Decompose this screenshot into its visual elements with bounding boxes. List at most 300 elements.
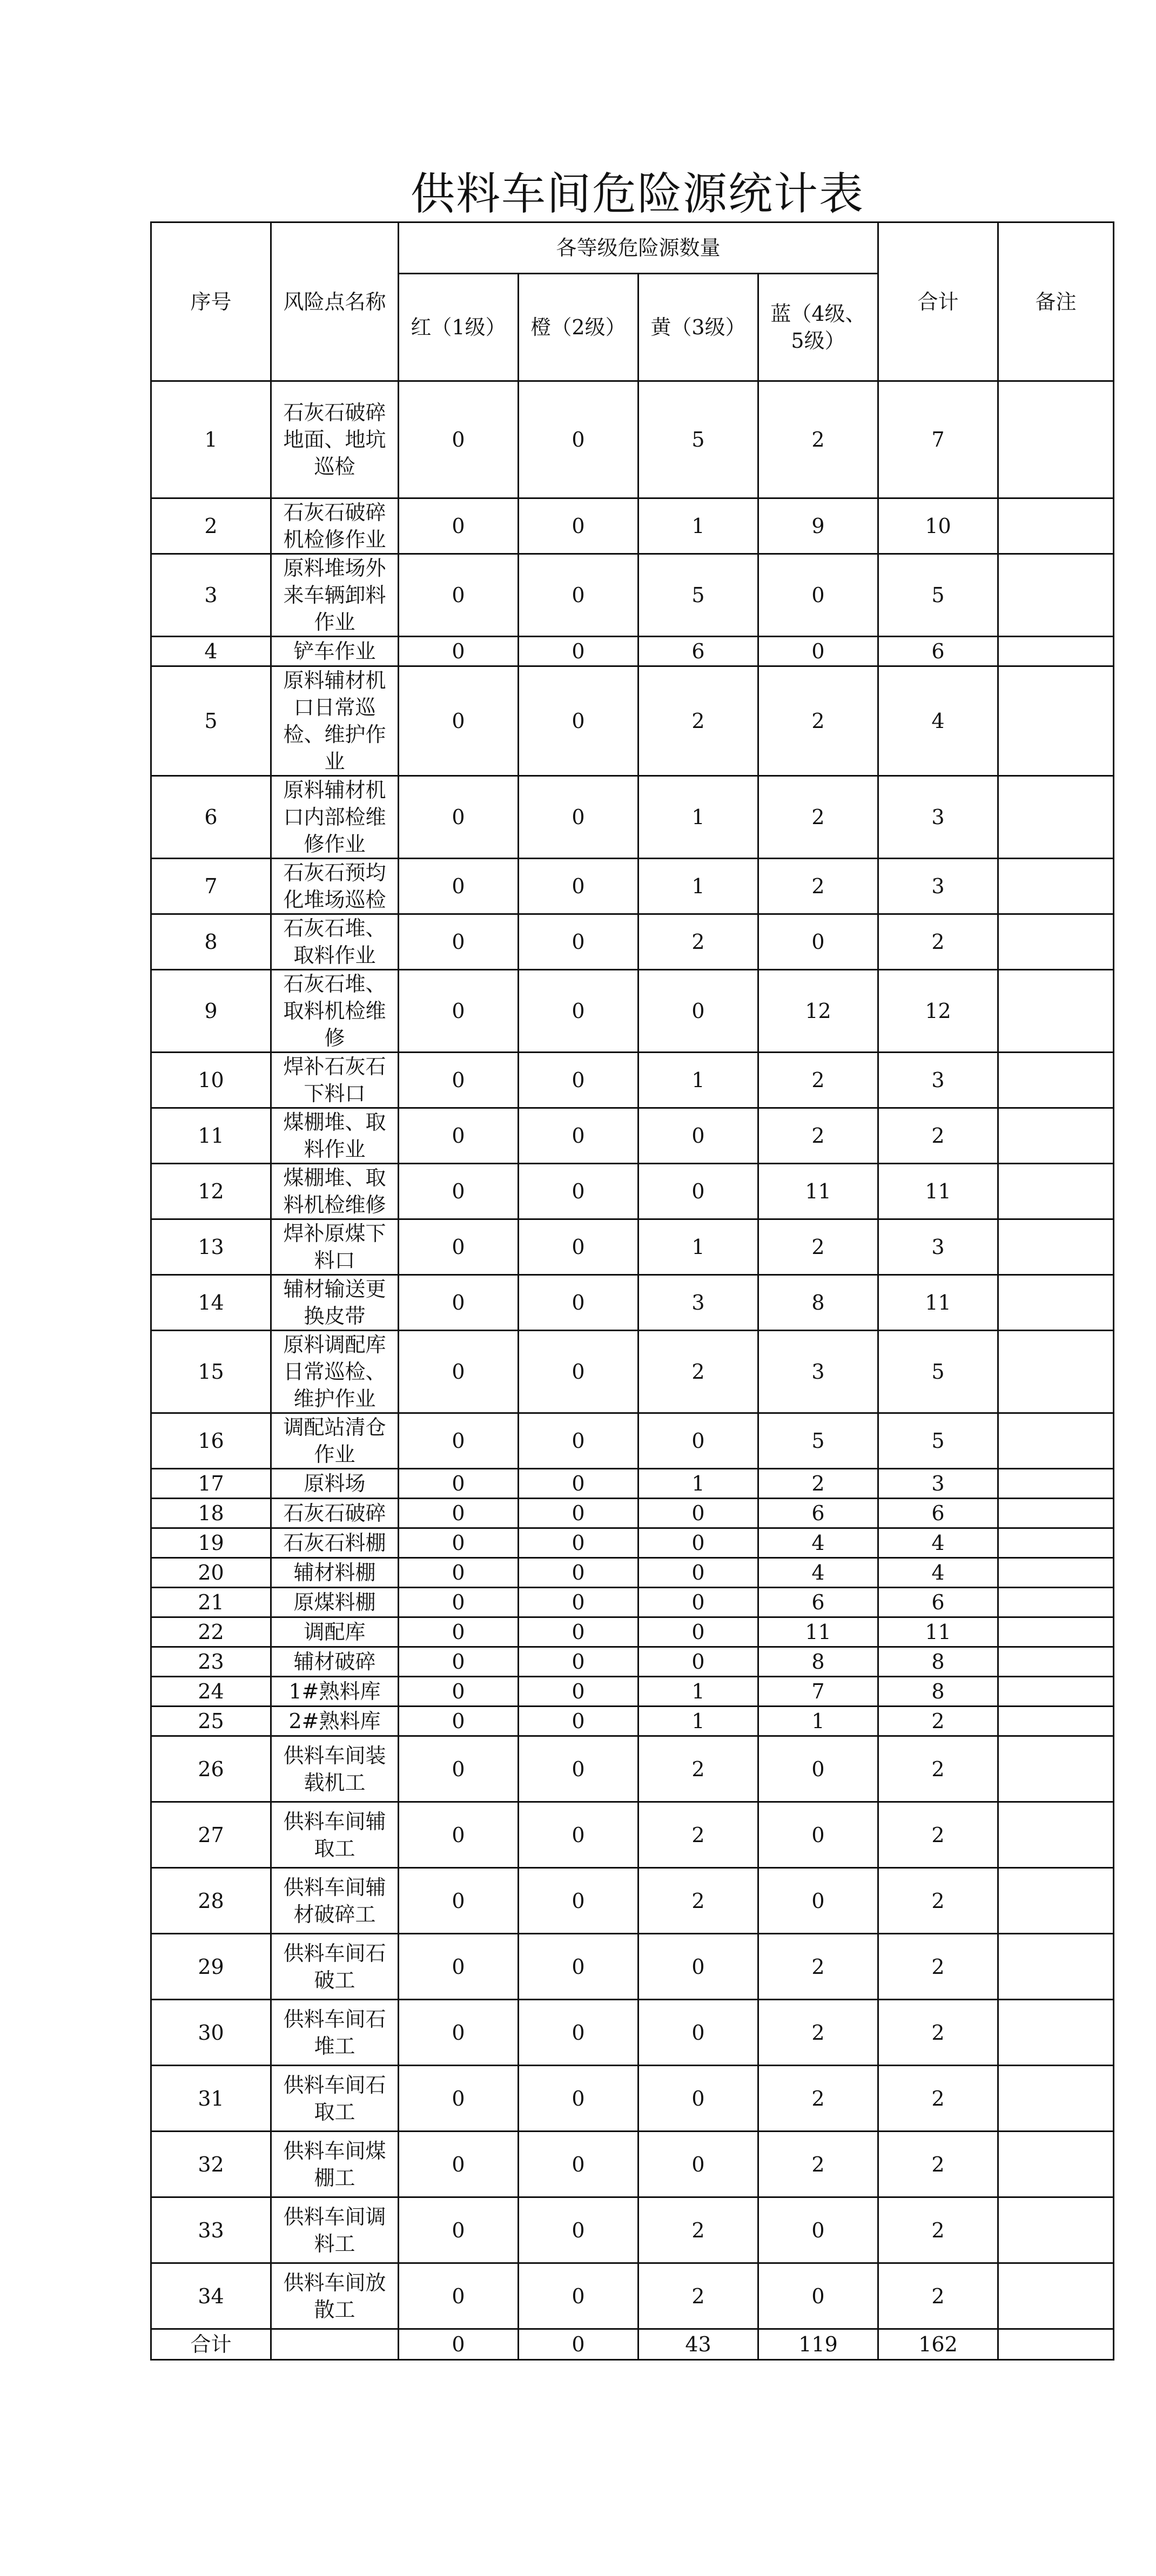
cell-risk-point-name: 原料辅材机口日常巡检、维护作业	[271, 666, 399, 776]
cell-orange: 0	[519, 381, 639, 498]
cell-orange: 0	[519, 1164, 639, 1219]
cell-risk-point-name: 供料车间石取工	[271, 2066, 399, 2132]
cell-total: 8	[878, 1647, 998, 1677]
cell-remark	[998, 2197, 1114, 2263]
table-row	[151, 1677, 1114, 1707]
cell-blue: 3	[758, 1331, 878, 1413]
cell-orange: 0	[519, 1053, 639, 1108]
cell-yellow: 0	[639, 1499, 758, 1528]
cell-orange: 0	[519, 1275, 639, 1331]
cell-yellow: 2	[639, 2197, 758, 2263]
cell-risk-point-name: 供料车间石堆工	[271, 2000, 399, 2066]
cell-remark	[998, 1868, 1114, 1934]
cell-seq: 3	[151, 554, 271, 637]
cell-remark	[998, 2066, 1114, 2132]
cell-total: 2	[878, 1868, 998, 1934]
cell-seq: 25	[151, 1707, 271, 1736]
table-row	[151, 2066, 1114, 2132]
cell-yellow: 1	[639, 1707, 758, 1736]
cell-orange: 0	[519, 1469, 639, 1499]
cell-orange: 0	[519, 1647, 639, 1677]
cell-risk-point-name: 供料车间放散工	[271, 2263, 399, 2329]
cell-yellow: 5	[639, 381, 758, 498]
cell-remark	[998, 914, 1114, 970]
cell-yellow: 0	[639, 970, 758, 1053]
cell-total: 2	[878, 914, 998, 970]
cell-risk-point-name: 石灰石破碎	[271, 1499, 399, 1528]
cell-blue: 2	[758, 1219, 878, 1275]
cell-blue: 2	[758, 776, 878, 859]
table-row	[151, 2197, 1114, 2263]
cell-remark	[998, 1588, 1114, 1617]
cell-total: 8	[878, 1677, 998, 1707]
cell-seq: 34	[151, 2263, 271, 2329]
cell-remark	[998, 1677, 1114, 1707]
cell-remark	[998, 1934, 1114, 2000]
cell-total: 2	[878, 2000, 998, 2066]
cell-total: 3	[878, 776, 998, 859]
cell-red: 0	[399, 1736, 519, 1802]
cell-remark	[998, 1108, 1114, 1164]
cell-seq: 19	[151, 1528, 271, 1558]
cell-blue: 0	[758, 1736, 878, 1802]
cell-remark	[998, 970, 1114, 1053]
cell-risk-point-name: 石灰石堆、取料作业	[271, 914, 399, 970]
header-risk-point-name: 风险点名称	[271, 222, 399, 381]
cell-red: 0	[399, 1469, 519, 1499]
cell-seq: 21	[151, 1588, 271, 1617]
cell-total: 7	[878, 381, 998, 498]
cell-blue: 8	[758, 1647, 878, 1677]
cell-seq: 33	[151, 2197, 271, 2263]
cell-total: 3	[878, 1469, 998, 1499]
cell-total: 2	[878, 1707, 998, 1736]
cell-risk-point-name: 焊补原煤下料口	[271, 1219, 399, 1275]
cell-total: 2	[878, 1802, 998, 1868]
table-row	[151, 1868, 1114, 1934]
cell-remark	[998, 1219, 1114, 1275]
cell-red: 0	[399, 2000, 519, 2066]
cell-orange: 0	[519, 637, 639, 666]
cell-seq: 11	[151, 1108, 271, 1164]
cell-total: 2	[878, 1934, 998, 2000]
cell-red: 0	[399, 914, 519, 970]
cell-blue: 0	[758, 2197, 878, 2263]
cell-seq: 30	[151, 2000, 271, 2066]
cell-blue: 9	[758, 498, 878, 554]
cell-yellow: 0	[639, 1617, 758, 1647]
cell-total: 3	[878, 1053, 998, 1108]
cell-risk-point-name: 原料堆场外来车辆卸料作业	[271, 554, 399, 637]
cell-total: 2	[878, 2263, 998, 2329]
cell-risk-point-name: 石灰石预均化堆场巡检	[271, 859, 399, 914]
table-row	[151, 1736, 1114, 1802]
cell-blue: 2	[758, 2066, 878, 2132]
cell-remark	[998, 1331, 1114, 1413]
cell-orange: 0	[519, 1934, 639, 2000]
cell-yellow: 6	[639, 637, 758, 666]
table-row	[151, 1053, 1114, 1108]
cell-blue: 0	[758, 1802, 878, 1868]
cell-yellow: 1	[639, 1469, 758, 1499]
cell-red: 0	[399, 1617, 519, 1647]
cell-risk-point-name: 石灰石破碎机检修作业	[271, 498, 399, 554]
header-total: 合计	[878, 222, 998, 381]
cell-yellow: 1	[639, 776, 758, 859]
table-row	[151, 1331, 1114, 1413]
cell-seq: 2	[151, 498, 271, 554]
header-seq: 序号	[151, 222, 271, 381]
cell-risk-point-name: 原料辅材机口内部检维修作业	[271, 776, 399, 859]
cell-yellow: 0	[639, 1558, 758, 1588]
cell-orange: 0	[519, 914, 639, 970]
cell-total: 11	[878, 1164, 998, 1219]
cell-total: 4	[878, 1558, 998, 1588]
cell-yellow: 0	[639, 1108, 758, 1164]
table-row	[151, 1707, 1114, 1736]
cell-risk-point-name: 供料车间辅取工	[271, 1802, 399, 1868]
cell-orange: 0	[519, 1677, 639, 1707]
cell-risk-point-name: 辅材输送更换皮带	[271, 1275, 399, 1331]
cell-red: 0	[399, 1413, 519, 1469]
table-footer	[151, 2329, 1114, 2360]
cell-total: 6	[878, 637, 998, 666]
cell-yellow: 0	[639, 1647, 758, 1677]
cell-blue: 2	[758, 1469, 878, 1499]
table-row	[151, 637, 1114, 666]
table-row	[151, 1647, 1114, 1677]
cell-total: 11	[878, 1275, 998, 1331]
cell-orange: 0	[519, 2263, 639, 2329]
totals-remark	[998, 2329, 1114, 2360]
table-body	[151, 381, 1114, 2329]
cell-risk-point-name: 供料车间调料工	[271, 2197, 399, 2263]
cell-yellow: 2	[639, 914, 758, 970]
cell-blue: 2	[758, 1934, 878, 2000]
cell-total: 2	[878, 2066, 998, 2132]
table-row	[151, 2263, 1114, 2329]
table-row	[151, 1934, 1114, 2000]
cell-red: 0	[399, 637, 519, 666]
cell-remark	[998, 1053, 1114, 1108]
cell-red: 0	[399, 2132, 519, 2197]
table-row	[151, 498, 1114, 554]
cell-blue: 0	[758, 637, 878, 666]
cell-yellow: 0	[639, 2000, 758, 2066]
cell-blue: 11	[758, 1617, 878, 1647]
cell-red: 0	[399, 1108, 519, 1164]
cell-yellow: 1	[639, 1219, 758, 1275]
cell-orange: 0	[519, 554, 639, 637]
cell-risk-point-name: 供料车间石破工	[271, 1934, 399, 2000]
cell-risk-point-name: 2#熟料库	[271, 1707, 399, 1736]
cell-orange: 0	[519, 1588, 639, 1617]
cell-red: 0	[399, 1588, 519, 1617]
cell-total: 5	[878, 1331, 998, 1413]
totals-row	[151, 2329, 1114, 2360]
cell-blue: 0	[758, 1868, 878, 1934]
cell-yellow: 0	[639, 1588, 758, 1617]
cell-remark	[998, 1707, 1114, 1736]
cell-remark	[998, 1499, 1114, 1528]
cell-seq: 5	[151, 666, 271, 776]
cell-seq: 18	[151, 1499, 271, 1528]
cell-orange: 0	[519, 859, 639, 914]
cell-blue: 4	[758, 1558, 878, 1588]
cell-yellow: 2	[639, 1331, 758, 1413]
cell-risk-point-name: 煤棚堆、取料机检维修	[271, 1164, 399, 1219]
cell-seq: 31	[151, 2066, 271, 2132]
cell-total: 5	[878, 554, 998, 637]
cell-blue: 0	[758, 2263, 878, 2329]
cell-red: 0	[399, 1331, 519, 1413]
cell-red: 0	[399, 1868, 519, 1934]
cell-orange: 0	[519, 1558, 639, 1588]
cell-risk-point-name: 原煤料棚	[271, 1588, 399, 1617]
cell-seq: 20	[151, 1558, 271, 1588]
table-row	[151, 666, 1114, 776]
cell-blue: 0	[758, 554, 878, 637]
cell-red: 0	[399, 1528, 519, 1558]
cell-risk-point-name: 煤棚堆、取料作业	[271, 1108, 399, 1164]
cell-blue: 1	[758, 1707, 878, 1736]
cell-seq: 9	[151, 970, 271, 1053]
cell-red: 0	[399, 498, 519, 554]
cell-red: 0	[399, 1707, 519, 1736]
cell-seq: 8	[151, 914, 271, 970]
header-level-counts: 各等级危险源数量	[399, 222, 878, 274]
cell-orange: 0	[519, 970, 639, 1053]
cell-total: 2	[878, 1108, 998, 1164]
cell-orange: 0	[519, 1499, 639, 1528]
table-row	[151, 554, 1114, 637]
cell-risk-point-name: 1#熟料库	[271, 1677, 399, 1707]
cell-seq: 17	[151, 1469, 271, 1499]
cell-remark	[998, 1275, 1114, 1331]
cell-orange: 0	[519, 1413, 639, 1469]
table-row	[151, 1499, 1114, 1528]
cell-blue: 2	[758, 1053, 878, 1108]
cell-risk-point-name: 原料调配库日常巡检、维护作业	[271, 1331, 399, 1413]
cell-remark	[998, 498, 1114, 554]
cell-blue: 6	[758, 1499, 878, 1528]
cell-remark	[998, 1736, 1114, 1802]
cell-risk-point-name: 石灰石破碎地面、地坑巡检	[271, 381, 399, 498]
cell-red: 0	[399, 2197, 519, 2263]
cell-seq: 14	[151, 1275, 271, 1331]
cell-remark	[998, 1558, 1114, 1588]
table-row	[151, 1802, 1114, 1868]
cell-seq: 10	[151, 1053, 271, 1108]
table-row	[151, 1413, 1114, 1469]
cell-risk-point-name: 焊补石灰石下料口	[271, 1053, 399, 1108]
cell-yellow: 5	[639, 554, 758, 637]
cell-orange: 0	[519, 1528, 639, 1558]
cell-seq: 6	[151, 776, 271, 859]
cell-orange: 0	[519, 1617, 639, 1647]
cell-risk-point-name: 铲车作业	[271, 637, 399, 666]
table-row	[151, 381, 1114, 498]
cell-orange: 0	[519, 1868, 639, 1934]
table-row	[151, 1275, 1114, 1331]
cell-orange: 0	[519, 1331, 639, 1413]
cell-total: 12	[878, 970, 998, 1053]
cell-orange: 0	[519, 2000, 639, 2066]
totals-blue: 119	[758, 2329, 878, 2360]
cell-red: 0	[399, 1499, 519, 1528]
cell-remark	[998, 554, 1114, 637]
cell-blue: 2	[758, 381, 878, 498]
cell-orange: 0	[519, 1736, 639, 1802]
cell-risk-point-name: 辅材料棚	[271, 1558, 399, 1588]
cell-total: 2	[878, 2197, 998, 2263]
table-row	[151, 1469, 1114, 1499]
cell-risk-point-name: 供料车间煤棚工	[271, 2132, 399, 2197]
cell-total: 4	[878, 666, 998, 776]
cell-risk-point-name: 辅材破碎	[271, 1647, 399, 1677]
table-row	[151, 2000, 1114, 2066]
cell-remark	[998, 1164, 1114, 1219]
cell-blue: 6	[758, 1588, 878, 1617]
cell-risk-point-name: 石灰石堆、取料机检维修	[271, 970, 399, 1053]
header-yellow-level: 黄（3级）	[639, 274, 758, 381]
header-orange-level: 橙（2级）	[519, 274, 639, 381]
cell-yellow: 0	[639, 1164, 758, 1219]
cell-total: 6	[878, 1588, 998, 1617]
cell-red: 0	[399, 776, 519, 859]
cell-blue: 8	[758, 1275, 878, 1331]
cell-remark	[998, 666, 1114, 776]
cell-seq: 29	[151, 1934, 271, 2000]
cell-orange: 0	[519, 498, 639, 554]
header-remark: 备注	[998, 222, 1114, 381]
header-blue-level: 蓝（4级、5级）	[758, 274, 878, 381]
cell-seq: 16	[151, 1413, 271, 1469]
cell-orange: 0	[519, 666, 639, 776]
cell-remark	[998, 2000, 1114, 2066]
cell-yellow: 2	[639, 666, 758, 776]
table-row	[151, 1164, 1114, 1219]
cell-remark	[998, 381, 1114, 498]
table-header	[151, 222, 1114, 381]
cell-orange: 0	[519, 2132, 639, 2197]
cell-remark	[998, 1413, 1114, 1469]
cell-seq: 23	[151, 1647, 271, 1677]
cell-blue: 11	[758, 1164, 878, 1219]
cell-total: 2	[878, 1736, 998, 1802]
cell-orange: 0	[519, 1108, 639, 1164]
cell-red: 0	[399, 2263, 519, 2329]
cell-blue: 2	[758, 859, 878, 914]
cell-orange: 0	[519, 1707, 639, 1736]
cell-blue: 2	[758, 666, 878, 776]
cell-yellow: 0	[639, 2132, 758, 2197]
cell-seq: 32	[151, 2132, 271, 2197]
totals-red: 0	[399, 2329, 519, 2360]
cell-seq: 15	[151, 1331, 271, 1413]
cell-total: 4	[878, 1528, 998, 1558]
cell-remark	[998, 1469, 1114, 1499]
cell-red: 0	[399, 1053, 519, 1108]
cell-total: 10	[878, 498, 998, 554]
cell-orange: 0	[519, 776, 639, 859]
cell-yellow: 2	[639, 1802, 758, 1868]
cell-blue: 12	[758, 970, 878, 1053]
table-row	[151, 914, 1114, 970]
cell-red: 0	[399, 1558, 519, 1588]
cell-remark	[998, 859, 1114, 914]
cell-seq: 27	[151, 1802, 271, 1868]
cell-red: 0	[399, 1802, 519, 1868]
cell-risk-point-name: 供料车间辅材破碎工	[271, 1868, 399, 1934]
table-row	[151, 859, 1114, 914]
totals-name-cell	[271, 2329, 399, 2360]
cell-risk-point-name: 供料车间装载机工	[271, 1736, 399, 1802]
cell-red: 0	[399, 1219, 519, 1275]
cell-remark	[998, 1528, 1114, 1558]
cell-yellow: 1	[639, 859, 758, 914]
cell-seq: 24	[151, 1677, 271, 1707]
table-row	[151, 776, 1114, 859]
totals-orange: 0	[519, 2329, 639, 2360]
cell-remark	[998, 1802, 1114, 1868]
cell-yellow: 1	[639, 1677, 758, 1707]
cell-orange: 0	[519, 1219, 639, 1275]
cell-red: 0	[399, 666, 519, 776]
table-row	[151, 1617, 1114, 1647]
cell-yellow: 1	[639, 498, 758, 554]
cell-red: 0	[399, 381, 519, 498]
cell-total: 3	[878, 1219, 998, 1275]
cell-blue: 5	[758, 1413, 878, 1469]
totals-yellow: 43	[639, 2329, 758, 2360]
totals-total: 162	[878, 2329, 998, 2360]
cell-seq: 7	[151, 859, 271, 914]
cell-orange: 0	[519, 2066, 639, 2132]
table-row	[151, 1528, 1114, 1558]
cell-red: 0	[399, 554, 519, 637]
cell-red: 0	[399, 1934, 519, 2000]
cell-red: 0	[399, 1647, 519, 1677]
table-row	[151, 1219, 1114, 1275]
cell-orange: 0	[519, 1802, 639, 1868]
cell-seq: 26	[151, 1736, 271, 1802]
cell-seq: 28	[151, 1868, 271, 1934]
cell-yellow: 2	[639, 1868, 758, 1934]
cell-seq: 22	[151, 1617, 271, 1647]
totals-label: 合计	[151, 2329, 271, 2360]
cell-blue: 0	[758, 914, 878, 970]
table-row	[151, 970, 1114, 1053]
cell-yellow: 0	[639, 1528, 758, 1558]
table-row	[151, 1558, 1114, 1588]
cell-yellow: 2	[639, 1736, 758, 1802]
cell-orange: 0	[519, 2197, 639, 2263]
cell-remark	[998, 637, 1114, 666]
cell-red: 0	[399, 2066, 519, 2132]
cell-red: 0	[399, 1275, 519, 1331]
cell-blue: 2	[758, 2000, 878, 2066]
cell-remark	[998, 2132, 1114, 2197]
cell-blue: 2	[758, 2132, 878, 2197]
cell-total: 6	[878, 1499, 998, 1528]
cell-remark	[998, 776, 1114, 859]
cell-yellow: 0	[639, 1413, 758, 1469]
table-row	[151, 1108, 1114, 1164]
cell-seq: 12	[151, 1164, 271, 1219]
cell-total: 2	[878, 2132, 998, 2197]
cell-remark	[998, 1647, 1114, 1677]
